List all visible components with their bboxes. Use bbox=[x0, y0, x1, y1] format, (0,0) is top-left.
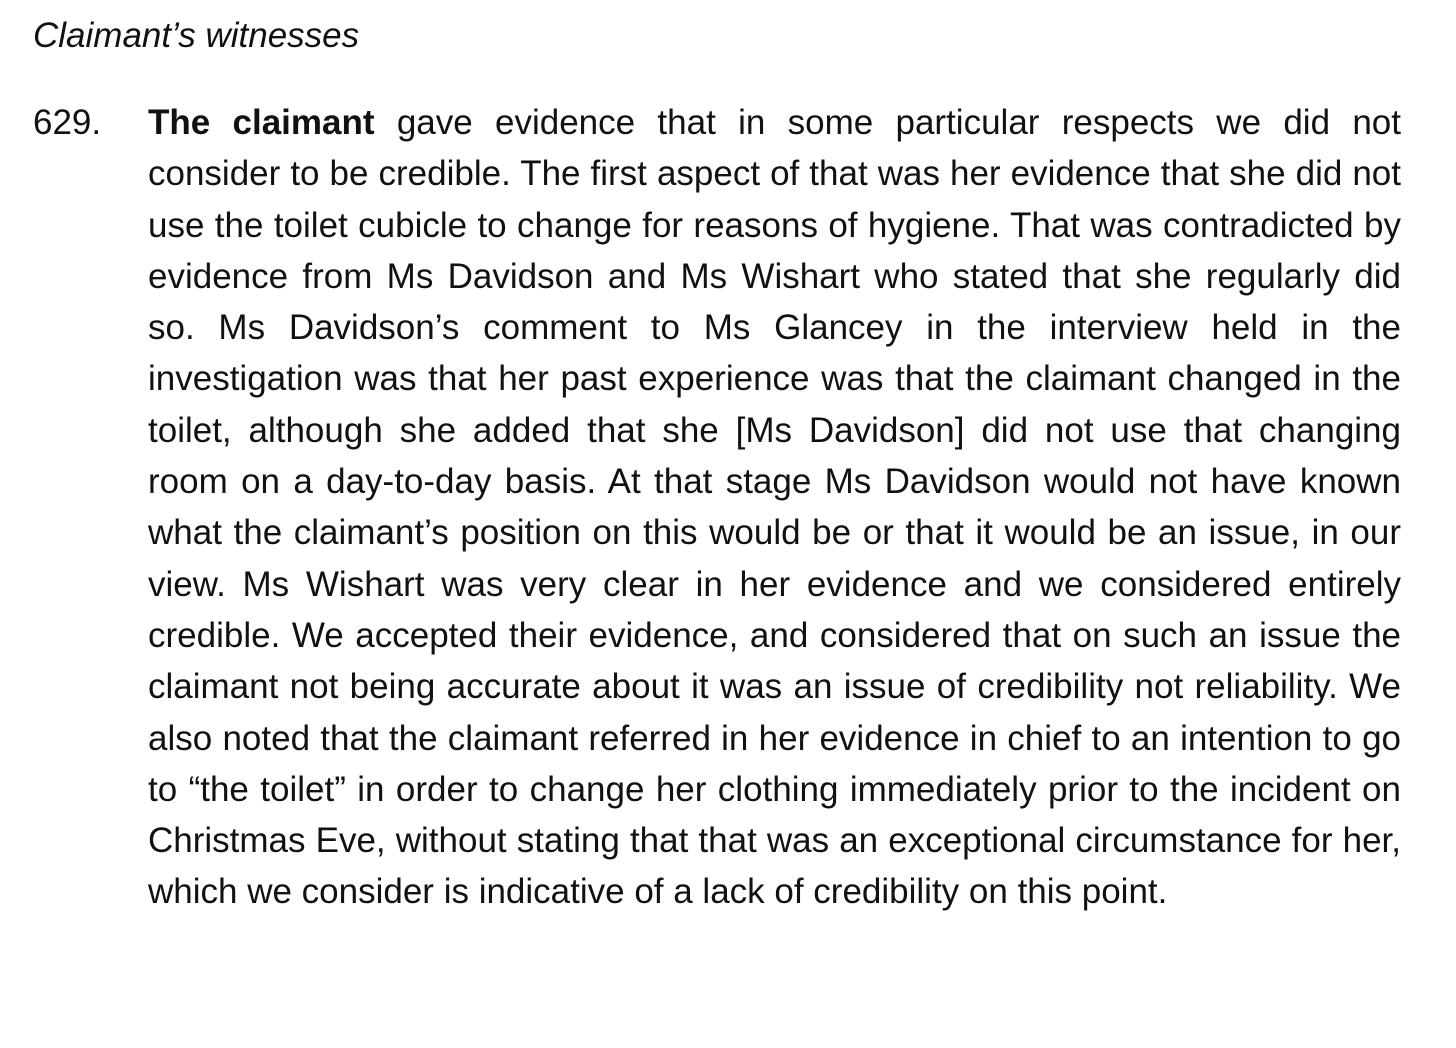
paragraph-lead-bold: The claimant bbox=[148, 103, 375, 142]
section-heading: Claimant’s witnesses bbox=[33, 16, 360, 55]
paragraph-number: 629. bbox=[33, 103, 102, 142]
paragraph-text: gave evidence that in some particular respects we did not consider to be credible. The first aspect of that was her evidence that she did not use the toilet cubicle to change for reasons of hygiene. That was contradicted by evidence from Ms Davidson and Ms Wishart who stated that she regularly did so. Ms Davidson’s comment to Ms Glancey in the interview held in the investigation was that her past experience was that the claimant changed in the toilet, although she added that she [Ms Davidson] did not use that changing room on a day-to-day basis. At that stage Ms Davidson would not have known what the claimant’s position on this would be or that it would be an issue, in our view. Ms Wishart was very clear in her evidence and we considered entirely credible. We accepted their evidence, and considered that on such an issue the claimant not being accurate about it was an issue of credibility not reliability. We also noted that the claimant referred in her evidence in chief to an intention to go to “the toilet” in order to change her clothing immediately prior to the incident on Christmas Eve, without stating that that was an exceptional circumstance for her, which we consider is indicative of a lack of credibility on this point. bbox=[148, 103, 1401, 912]
paragraph-body bbox=[148, 97, 1401, 918]
